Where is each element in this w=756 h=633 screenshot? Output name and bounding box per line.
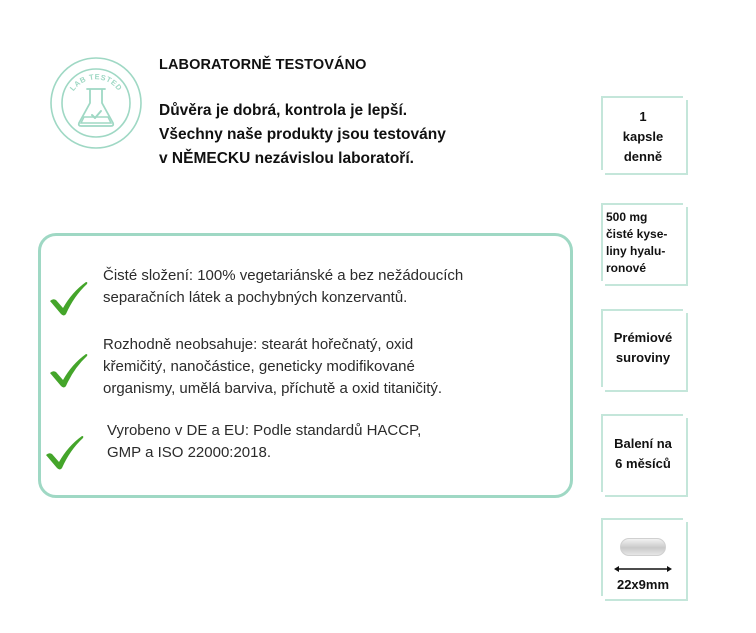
checkmark-icon	[43, 433, 85, 471]
svg-text:LAB TESTED: LAB TESTED	[67, 72, 125, 93]
feature-text-line: Rozhodně neobsahuje: stearát hořečnatý, oxid	[103, 336, 414, 353]
spec-text-line: 22x9mm	[616, 577, 670, 592]
feature-text-line: organismy, umělá barviva, příchutě a oxid titaničitý.	[103, 380, 443, 397]
spec-text-line: denně	[623, 149, 663, 164]
spec-card-capsule-size	[601, 518, 683, 596]
spec-text-line: 500 mg	[606, 210, 648, 224]
double-arrow-icon	[613, 564, 673, 574]
spec-text-line: čisté kyse-	[606, 227, 668, 241]
spec-text-line: 6 měsíců	[615, 456, 671, 471]
features-box	[38, 233, 573, 498]
description-line: Všechny naše produkty jsou testovány	[159, 126, 446, 143]
spec-card-hyaluronic-acid	[601, 203, 683, 281]
lab-tested-description	[159, 99, 539, 171]
capsule-icon	[620, 538, 666, 556]
description-line: v NĚMECKU nezávislou laboratoří.	[159, 150, 414, 167]
spec-text-line: Balení na	[614, 436, 672, 451]
lab-tested-heading: LABORATORNĚ TESTOVÁNO	[159, 57, 367, 73]
spec-card-premium-ingredients	[601, 309, 683, 387]
lab-tested-flask-icon	[48, 55, 144, 151]
spec-text-line: liny hyalu-	[606, 244, 666, 258]
checkmark-icon	[47, 351, 89, 389]
feature-text-line: Vyrobeno v DE a EU: Podle standardů HACCP,	[107, 422, 422, 439]
lab-tested-badge	[48, 55, 144, 151]
spec-text-line: kapsle	[622, 129, 664, 144]
spec-text-line: 1	[639, 109, 647, 124]
feature-text-line: separačních látek a pochybných konzervantů.	[103, 289, 408, 306]
spec-text-line: suroviny	[615, 350, 671, 365]
spec-card-dosage	[601, 96, 683, 170]
checkmark-icon	[47, 279, 89, 317]
spec-text-line: ronové	[606, 261, 647, 275]
feature-text-line: GMP a ISO 22000:2018.	[107, 444, 271, 461]
description-line: Důvěra je dobrá, kontrola je lepší.	[159, 102, 408, 119]
feature-text-line: Čisté složení: 100% vegetariánské a bez nežádoucích	[103, 267, 464, 284]
spec-card-package-size	[601, 414, 683, 492]
feature-text-line: křemičitý, nanočástice, geneticky modifikované	[103, 358, 415, 375]
spec-text-line: Prémiové	[613, 330, 673, 345]
